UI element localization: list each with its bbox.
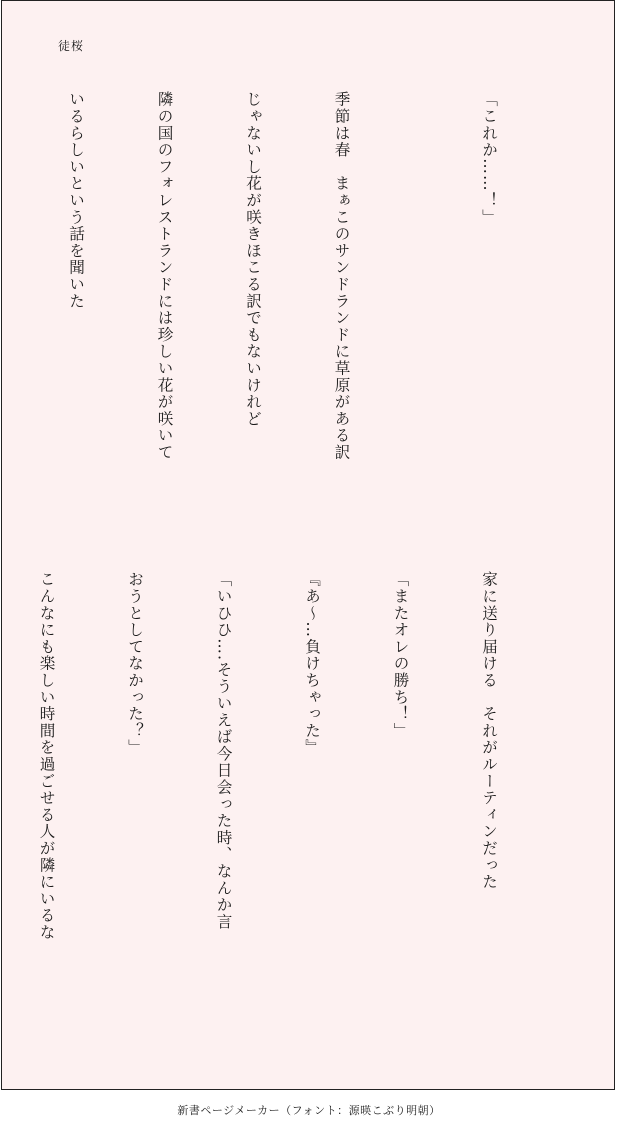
top-text-block bbox=[0, 91, 562, 531]
text-column: 季節は春 まぁこのサンドランドに草原がある訳 bbox=[332, 91, 351, 461]
text-column: おうとしてなかった？」 bbox=[126, 571, 144, 756]
bottom-text-block bbox=[0, 571, 562, 1011]
text-column: じゃないし花が咲きほこる訳でもないけれど bbox=[244, 91, 262, 427]
generator-footer: 新書ページメーカー（フォント：源暎こぶり明朝） bbox=[177, 1104, 441, 1117]
text-column: 隣の国のフォレストランドには珍しい花が咲いて bbox=[155, 91, 174, 461]
text-column: 家に送り届ける それがルーティンだった bbox=[480, 571, 498, 891]
text-column: 『あ～…負けちゃった』 bbox=[303, 571, 321, 756]
text-column: 「これか……！」 bbox=[480, 91, 498, 226]
text-column bbox=[0, 91, 2, 531]
text-column: 「いひひ….そういえば今日会った時、なんか言 bbox=[214, 571, 233, 930]
text-column: いるらしいという話を聞いた bbox=[67, 91, 85, 310]
manuscript-page bbox=[1, 0, 615, 1090]
story-title: 徒桜 bbox=[58, 39, 85, 53]
text-column: 「またオレの勝ち！」 bbox=[391, 571, 410, 739]
text-column: こんなにも楽しい時間を過ごせる人が隣にいるな bbox=[37, 571, 56, 941]
